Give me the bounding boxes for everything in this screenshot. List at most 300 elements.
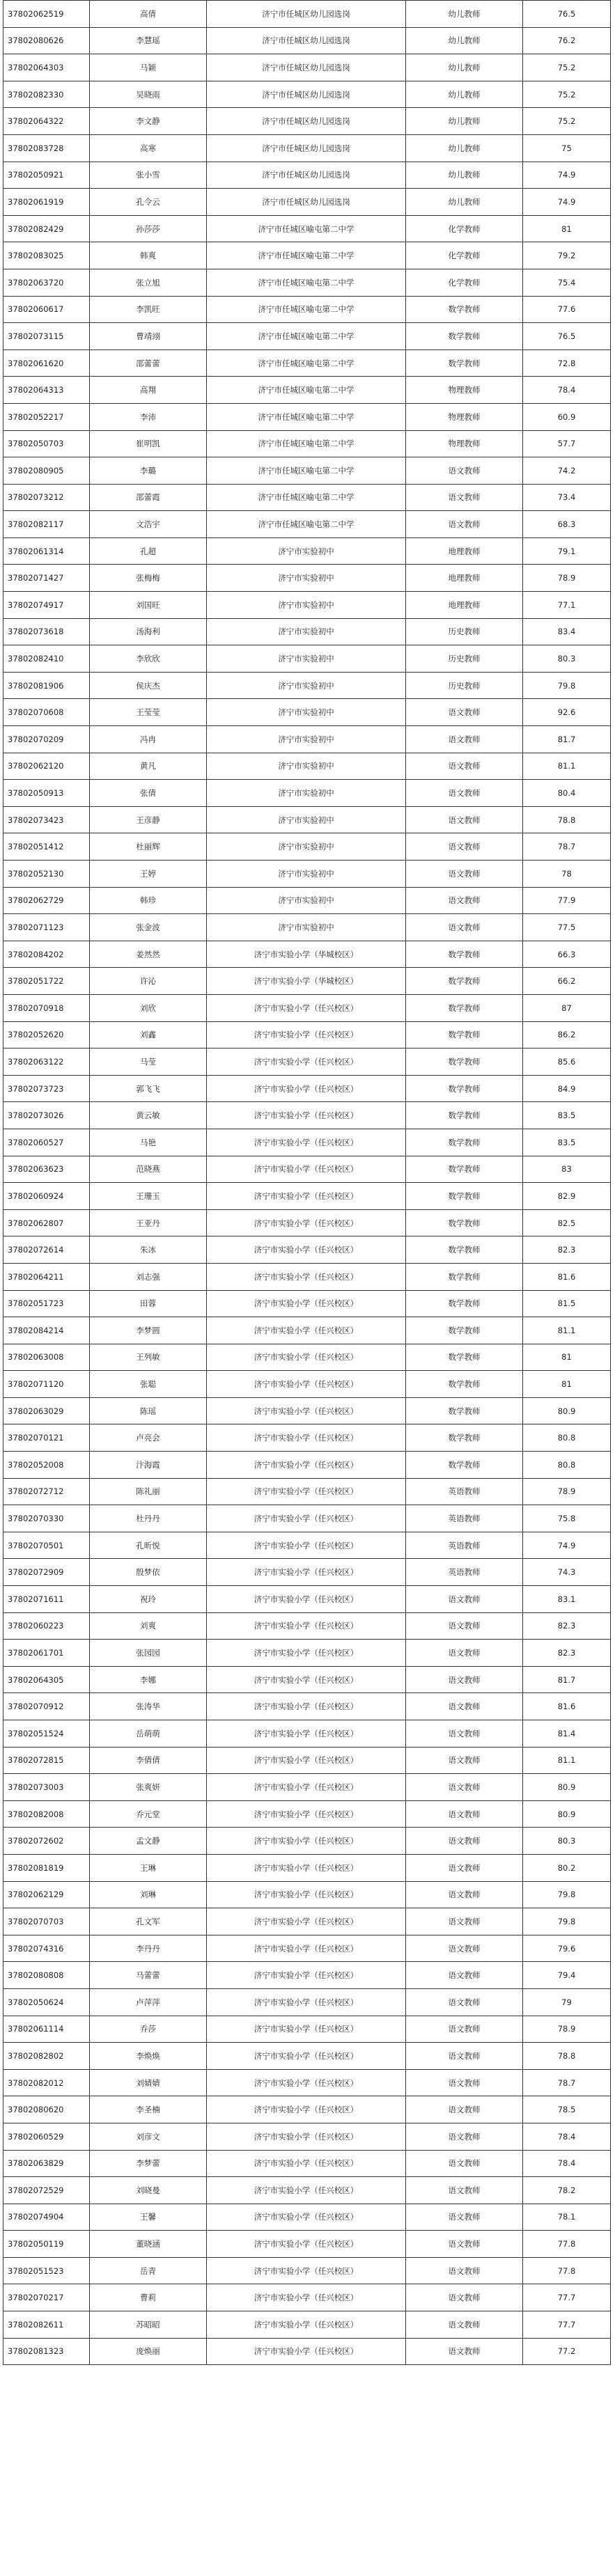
school-cell: 济宁市实验小学（任兴校区） xyxy=(207,1908,406,1935)
school-cell: 济宁市实验小学（华城校区） xyxy=(207,941,406,968)
table-row xyxy=(3,1129,611,1156)
table-row xyxy=(3,1209,611,1236)
school-cell: 济宁市实验小学（任兴校区） xyxy=(207,1452,406,1479)
score-cell: 81.7 xyxy=(523,1666,611,1693)
position-cell: 数学教师 xyxy=(406,1156,523,1183)
score-cell: 75.8 xyxy=(523,1505,611,1532)
candidate-id-cell: 37802060529 xyxy=(3,2123,90,2150)
score-cell: 66.3 xyxy=(523,941,611,968)
school-cell: 济宁市任城区喻屯第二中学 xyxy=(207,242,406,269)
position-cell: 语文教师 xyxy=(406,753,523,780)
position-cell: 地理教师 xyxy=(406,565,523,592)
candidate-id-cell: 37802081323 xyxy=(3,2338,90,2365)
table-row xyxy=(3,887,611,914)
candidate-name-cell: 侯庆杰 xyxy=(90,672,207,699)
candidate-id-cell: 37802052217 xyxy=(3,403,90,430)
candidate-name-cell: 张涛华 xyxy=(90,1693,207,1720)
candidate-id-cell: 37802061620 xyxy=(3,350,90,377)
table-row xyxy=(3,2096,611,2123)
table-row xyxy=(3,1156,611,1183)
candidate-name-cell: 殷梦依 xyxy=(90,1559,207,1586)
school-cell: 济宁市任城区喻屯第二中学 xyxy=(207,430,406,457)
position-cell: 语文教师 xyxy=(406,1935,523,1962)
candidate-id-cell: 37802061114 xyxy=(3,2016,90,2043)
table-row xyxy=(3,2043,611,2070)
school-cell: 济宁市实验小学（任兴校区） xyxy=(207,2284,406,2311)
position-cell: 数学教师 xyxy=(406,1183,523,1210)
candidate-id-cell: 37802071120 xyxy=(3,1371,90,1398)
candidate-name-cell: 马颖 xyxy=(90,54,207,81)
position-cell: 数学教师 xyxy=(406,1209,523,1236)
position-cell: 幼儿教师 xyxy=(406,54,523,81)
candidate-name-cell: 祝玲 xyxy=(90,1586,207,1613)
position-cell: 英语教师 xyxy=(406,1478,523,1505)
position-cell: 幼儿教师 xyxy=(406,108,523,135)
table-row xyxy=(3,861,611,888)
table-row xyxy=(3,537,611,565)
candidate-id-cell: 37802073618 xyxy=(3,618,90,645)
school-cell: 济宁市实验小学（任兴校区） xyxy=(207,2231,406,2258)
school-cell: 济宁市实验小学（任兴校区） xyxy=(207,1156,406,1183)
candidate-name-cell: 黄凡 xyxy=(90,753,207,780)
candidate-name-cell: 董晓涵 xyxy=(90,2231,207,2258)
table-row xyxy=(3,1693,611,1720)
school-cell: 济宁市实验小学（任兴校区） xyxy=(207,1021,406,1049)
candidate-id-cell: 37802064303 xyxy=(3,54,90,81)
school-cell: 济宁市实验初中 xyxy=(207,726,406,753)
candidate-name-cell: 崔明凯 xyxy=(90,430,207,457)
candidate-name-cell: 陈瑶 xyxy=(90,1397,207,1424)
table-row xyxy=(3,1640,611,1667)
score-cell: 87 xyxy=(523,994,611,1021)
school-cell: 济宁市任城区幼儿园选岗 xyxy=(207,189,406,216)
candidate-name-cell: 汴海霞 xyxy=(90,1452,207,1479)
table-row xyxy=(3,350,611,377)
school-cell: 济宁市任城区幼儿园选岗 xyxy=(207,81,406,108)
candidate-id-cell: 37802073723 xyxy=(3,1075,90,1102)
position-cell: 语文教师 xyxy=(406,457,523,485)
table-row xyxy=(3,1075,611,1102)
candidate-name-cell: 孔令云 xyxy=(90,189,207,216)
candidate-name-cell: 王馨 xyxy=(90,2204,207,2231)
candidate-name-cell: 李丹丹 xyxy=(90,1935,207,1962)
candidate-name-cell: 朱冰 xyxy=(90,1236,207,1264)
candidate-name-cell: 王珊玉 xyxy=(90,1183,207,1210)
candidate-id-cell: 37802074917 xyxy=(3,592,90,619)
score-cell: 79.1 xyxy=(523,537,611,565)
position-cell: 语文教师 xyxy=(406,2123,523,2150)
school-cell: 济宁市实验小学（任兴校区） xyxy=(207,2311,406,2339)
school-cell: 济宁市实验小学（任兴校区） xyxy=(207,1828,406,1855)
table-row xyxy=(3,699,611,726)
candidate-name-cell: 高寒 xyxy=(90,134,207,162)
table-row xyxy=(3,1532,611,1559)
table-row xyxy=(3,1424,611,1452)
candidate-name-cell: 张小雪 xyxy=(90,162,207,189)
candidate-name-cell: 李娜 xyxy=(90,1666,207,1693)
score-cell: 80.4 xyxy=(523,780,611,807)
school-cell: 济宁市任城区喻屯第二中学 xyxy=(207,215,406,242)
table-row xyxy=(3,1478,611,1505)
school-cell: 济宁市实验小学（任兴校区） xyxy=(207,1505,406,1532)
school-cell: 济宁市实验小学（任兴校区） xyxy=(207,1962,406,1989)
candidate-id-cell: 37802063008 xyxy=(3,1344,90,1371)
candidate-name-cell: 刘欣 xyxy=(90,994,207,1021)
position-cell: 物理教师 xyxy=(406,403,523,430)
position-cell: 语文教师 xyxy=(406,2204,523,2231)
candidate-name-cell: 王琳 xyxy=(90,1854,207,1881)
score-cell: 86.2 xyxy=(523,1021,611,1049)
candidate-id-cell: 37802071123 xyxy=(3,914,90,941)
candidate-id-cell: 37802073026 xyxy=(3,1102,90,1129)
school-cell: 济宁市实验初中 xyxy=(207,780,406,807)
candidate-id-cell: 37802070918 xyxy=(3,994,90,1021)
candidate-name-cell: 汤海利 xyxy=(90,618,207,645)
table-row xyxy=(3,2231,611,2258)
position-cell: 历史教师 xyxy=(406,618,523,645)
table-row xyxy=(3,1666,611,1693)
candidate-id-cell: 37802052008 xyxy=(3,1452,90,1479)
position-cell: 数学教师 xyxy=(406,1317,523,1344)
position-cell: 语文教师 xyxy=(406,2284,523,2311)
table-row xyxy=(3,2204,611,2231)
candidate-id-cell: 37802062120 xyxy=(3,753,90,780)
candidate-id-cell: 37802072909 xyxy=(3,1559,90,1586)
position-cell: 英语教师 xyxy=(406,1505,523,1532)
table-row xyxy=(3,215,611,242)
school-cell: 济宁市实验小学（任兴校区） xyxy=(207,1800,406,1828)
candidate-name-cell: 张园园 xyxy=(90,1640,207,1667)
score-cell: 82.3 xyxy=(523,1236,611,1264)
score-cell: 78.8 xyxy=(523,806,611,833)
table-row xyxy=(3,1183,611,1210)
table-row xyxy=(3,806,611,833)
table-row xyxy=(3,1559,611,1586)
score-cell: 78 xyxy=(523,861,611,888)
school-cell: 济宁市实验初中 xyxy=(207,887,406,914)
position-cell: 语文教师 xyxy=(406,726,523,753)
school-cell: 济宁市实验小学（任兴校区） xyxy=(207,1774,406,1801)
score-cell: 78.5 xyxy=(523,2096,611,2123)
candidate-id-cell: 37802064305 xyxy=(3,1666,90,1693)
position-cell: 英语教师 xyxy=(406,1559,523,1586)
candidate-name-cell: 张梅梅 xyxy=(90,565,207,592)
school-cell: 济宁市实验小学（任兴校区） xyxy=(207,1397,406,1424)
position-cell: 数学教师 xyxy=(406,1397,523,1424)
candidate-id-cell: 37802082429 xyxy=(3,215,90,242)
school-cell: 济宁市实验小学（任兴校区） xyxy=(207,1640,406,1667)
score-cell: 81 xyxy=(523,1344,611,1371)
score-cell: 74.9 xyxy=(523,1532,611,1559)
table-row xyxy=(3,2177,611,2204)
candidate-id-cell: 37802050624 xyxy=(3,1988,90,2016)
candidate-name-cell: 李璐 xyxy=(90,457,207,485)
candidate-name-cell: 许沁 xyxy=(90,968,207,995)
score-cell: 84.9 xyxy=(523,1075,611,1102)
candidate-name-cell: 王亚丹 xyxy=(90,1209,207,1236)
candidate-name-cell: 马莹 xyxy=(90,1049,207,1076)
score-cell: 85.6 xyxy=(523,1049,611,1076)
score-cell: 80.8 xyxy=(523,1452,611,1479)
school-cell: 济宁市实验小学（任兴校区） xyxy=(207,2016,406,2043)
score-cell: 77.8 xyxy=(523,2257,611,2284)
candidate-id-cell: 37802050703 xyxy=(3,430,90,457)
position-cell: 数学教师 xyxy=(406,968,523,995)
results-table-body xyxy=(3,1,611,2365)
table-row xyxy=(3,1397,611,1424)
school-cell: 济宁市实验小学（任兴校区） xyxy=(207,1586,406,1613)
candidate-name-cell: 曹靖翊 xyxy=(90,323,207,350)
candidate-name-cell: 孙莎莎 xyxy=(90,215,207,242)
table-row xyxy=(3,1962,611,1989)
table-row xyxy=(3,1263,611,1290)
table-row xyxy=(3,1908,611,1935)
position-cell: 语文教师 xyxy=(406,1747,523,1774)
position-cell: 语文教师 xyxy=(406,2231,523,2258)
candidate-name-cell: 孔昕悦 xyxy=(90,1532,207,1559)
candidate-id-cell: 37802073423 xyxy=(3,806,90,833)
position-cell: 语文教师 xyxy=(406,511,523,538)
position-cell: 语文教师 xyxy=(406,2257,523,2284)
score-cell: 72.8 xyxy=(523,350,611,377)
candidate-id-cell: 37802082330 xyxy=(3,81,90,108)
candidate-id-cell: 37802060527 xyxy=(3,1129,90,1156)
score-cell: 81.4 xyxy=(523,1720,611,1748)
candidate-name-cell: 黄云敏 xyxy=(90,1102,207,1129)
score-cell: 68.3 xyxy=(523,511,611,538)
score-cell: 74.9 xyxy=(523,189,611,216)
table-row xyxy=(3,2284,611,2311)
school-cell: 济宁市任城区喻屯第二中学 xyxy=(207,350,406,377)
position-cell: 幼儿教师 xyxy=(406,1,523,28)
position-cell: 语文教师 xyxy=(406,484,523,511)
score-cell: 75.2 xyxy=(523,81,611,108)
score-cell: 82.5 xyxy=(523,1209,611,1236)
table-row xyxy=(3,2016,611,2043)
table-row xyxy=(3,2311,611,2339)
candidate-id-cell: 37802052620 xyxy=(3,1021,90,1049)
score-cell: 79.4 xyxy=(523,1962,611,1989)
candidate-name-cell: 刘婧婧 xyxy=(90,2069,207,2096)
score-cell: 75 xyxy=(523,134,611,162)
candidate-name-cell: 范晓燕 xyxy=(90,1156,207,1183)
score-cell: 78.9 xyxy=(523,2016,611,2043)
candidate-id-cell: 37802072815 xyxy=(3,1747,90,1774)
position-cell: 语文教师 xyxy=(406,1612,523,1640)
candidate-name-cell: 王莹莹 xyxy=(90,699,207,726)
candidate-id-cell: 37802061314 xyxy=(3,537,90,565)
position-cell: 语文教师 xyxy=(406,1666,523,1693)
position-cell: 语文教师 xyxy=(406,2338,523,2365)
candidate-id-cell: 37802074316 xyxy=(3,1935,90,1962)
position-cell: 语文教师 xyxy=(406,2016,523,2043)
table-row xyxy=(3,1049,611,1076)
table-row xyxy=(3,1317,611,1344)
candidate-name-cell: 刘晓曼 xyxy=(90,2177,207,2204)
score-cell: 83 xyxy=(523,1156,611,1183)
school-cell: 济宁市实验小学（任兴校区） xyxy=(207,1612,406,1640)
table-row xyxy=(3,430,611,457)
candidate-name-cell: 孔超 xyxy=(90,537,207,565)
position-cell: 幼儿教师 xyxy=(406,189,523,216)
position-cell: 数学教师 xyxy=(406,1021,523,1049)
candidate-id-cell: 37802084202 xyxy=(3,941,90,968)
candidate-name-cell: 张爽妍 xyxy=(90,1774,207,1801)
school-cell: 济宁市实验小学（任兴校区） xyxy=(207,1720,406,1748)
position-cell: 语文教师 xyxy=(406,1586,523,1613)
score-cell: 60.9 xyxy=(523,403,611,430)
position-cell: 化学教师 xyxy=(406,269,523,296)
position-cell: 化学教师 xyxy=(406,242,523,269)
candidate-name-cell: 冯冉 xyxy=(90,726,207,753)
table-row xyxy=(3,833,611,861)
position-cell: 语文教师 xyxy=(406,1988,523,2016)
candidate-id-cell: 37802070217 xyxy=(3,2284,90,2311)
candidate-name-cell: 邵蕾霞 xyxy=(90,484,207,511)
candidate-id-cell: 37802082012 xyxy=(3,2069,90,2096)
score-cell: 80.3 xyxy=(523,645,611,673)
candidate-id-cell: 37802062729 xyxy=(3,887,90,914)
table-row xyxy=(3,1854,611,1881)
school-cell: 济宁市实验小学（任兴校区） xyxy=(207,1424,406,1452)
table-row xyxy=(3,189,611,216)
position-cell: 数学教师 xyxy=(406,1452,523,1479)
school-cell: 济宁市任城区喻屯第二中学 xyxy=(207,403,406,430)
score-cell: 82.3 xyxy=(523,1640,611,1667)
school-cell: 济宁市任城区喻屯第二中学 xyxy=(207,323,406,350)
school-cell: 济宁市任城区喻屯第二中学 xyxy=(207,296,406,323)
score-cell: 75.2 xyxy=(523,54,611,81)
score-cell: 81.6 xyxy=(523,1263,611,1290)
table-row xyxy=(3,1747,611,1774)
candidate-name-cell: 杜丽辉 xyxy=(90,833,207,861)
school-cell: 济宁市实验小学（任兴校区） xyxy=(207,1854,406,1881)
score-cell: 57.7 xyxy=(523,430,611,457)
position-cell: 语文教师 xyxy=(406,2096,523,2123)
candidate-id-cell: 37802070703 xyxy=(3,1908,90,1935)
score-cell: 79 xyxy=(523,1988,611,2016)
candidate-id-cell: 37802082611 xyxy=(3,2311,90,2339)
candidate-name-cell: 李凯旺 xyxy=(90,296,207,323)
candidate-name-cell: 刘彦文 xyxy=(90,2123,207,2150)
position-cell: 语文教师 xyxy=(406,1828,523,1855)
score-cell: 78.4 xyxy=(523,2150,611,2177)
candidate-name-cell: 李梦蕾 xyxy=(90,2150,207,2177)
candidate-name-cell: 文浩宇 xyxy=(90,511,207,538)
score-cell: 80.3 xyxy=(523,1828,611,1855)
table-row xyxy=(3,2069,611,2096)
candidate-id-cell: 37802060924 xyxy=(3,1183,90,1210)
candidate-name-cell: 岳萌萌 xyxy=(90,1720,207,1748)
score-cell: 77.8 xyxy=(523,2231,611,2258)
position-cell: 幼儿教师 xyxy=(406,27,523,54)
score-cell: 75.2 xyxy=(523,108,611,135)
position-cell: 地理教师 xyxy=(406,537,523,565)
table-row xyxy=(3,1021,611,1049)
score-cell: 78.7 xyxy=(523,833,611,861)
candidate-id-cell: 37802083728 xyxy=(3,134,90,162)
position-cell: 语文教师 xyxy=(406,2043,523,2070)
score-cell: 80.9 xyxy=(523,1397,611,1424)
score-cell: 66.2 xyxy=(523,968,611,995)
school-cell: 济宁市实验初中 xyxy=(207,914,406,941)
candidate-id-cell: 37802082008 xyxy=(3,1800,90,1828)
position-cell: 语文教师 xyxy=(406,1881,523,1908)
score-cell: 78.9 xyxy=(523,1478,611,1505)
school-cell: 济宁市实验小学（华城校区） xyxy=(207,968,406,995)
candidate-id-cell: 37802083025 xyxy=(3,242,90,269)
position-cell: 语文教师 xyxy=(406,1640,523,1667)
table-row xyxy=(3,1935,611,1962)
candidate-id-cell: 37802070121 xyxy=(3,1424,90,1452)
position-cell: 语文教师 xyxy=(406,2150,523,2177)
score-cell: 82.9 xyxy=(523,1183,611,1210)
score-cell: 76.5 xyxy=(523,323,611,350)
candidate-id-cell: 37802051723 xyxy=(3,1290,90,1317)
candidate-id-cell: 37802063829 xyxy=(3,2150,90,2177)
score-cell: 74.2 xyxy=(523,457,611,485)
position-cell: 地理教师 xyxy=(406,592,523,619)
table-row xyxy=(3,27,611,54)
candidate-name-cell: 李圣楠 xyxy=(90,2096,207,2123)
candidate-name-cell: 曹莉 xyxy=(90,2284,207,2311)
position-cell: 语文教师 xyxy=(406,1962,523,1989)
candidate-name-cell: 岳青 xyxy=(90,2257,207,2284)
score-cell: 83.4 xyxy=(523,618,611,645)
candidate-name-cell: 卢萍萍 xyxy=(90,1988,207,2016)
score-cell: 81 xyxy=(523,215,611,242)
candidate-name-cell: 刘国旺 xyxy=(90,592,207,619)
school-cell: 济宁市实验初中 xyxy=(207,861,406,888)
school-cell: 济宁市实验小学（任兴校区） xyxy=(207,1317,406,1344)
table-row xyxy=(3,403,611,430)
candidate-name-cell: 李梦圆 xyxy=(90,1317,207,1344)
candidate-name-cell: 陈礼丽 xyxy=(90,1478,207,1505)
position-cell: 语文教师 xyxy=(406,1693,523,1720)
school-cell: 济宁市实验小学（任兴校区） xyxy=(207,1478,406,1505)
candidate-name-cell: 李焕焕 xyxy=(90,2043,207,2070)
candidate-id-cell: 37802070501 xyxy=(3,1532,90,1559)
table-row xyxy=(3,1828,611,1855)
score-cell: 83.1 xyxy=(523,1586,611,1613)
position-cell: 数学教师 xyxy=(406,1236,523,1264)
position-cell: 幼儿教师 xyxy=(406,134,523,162)
candidate-id-cell: 37802071427 xyxy=(3,565,90,592)
table-row xyxy=(3,645,611,673)
candidate-id-cell: 37802063720 xyxy=(3,269,90,296)
candidate-name-cell: 张倩 xyxy=(90,780,207,807)
position-cell: 幼儿教师 xyxy=(406,162,523,189)
candidate-name-cell: 高倩 xyxy=(90,1,207,28)
score-cell: 75.4 xyxy=(523,269,611,296)
school-cell: 济宁市实验小学（任兴校区） xyxy=(207,1236,406,1264)
school-cell: 济宁市实验小学（任兴校区） xyxy=(207,2204,406,2231)
candidate-name-cell: 刘琳 xyxy=(90,1881,207,1908)
school-cell: 济宁市实验小学（任兴校区） xyxy=(207,1075,406,1102)
school-cell: 济宁市实验小学（任兴校区） xyxy=(207,2177,406,2204)
score-cell: 78.2 xyxy=(523,2177,611,2204)
table-row xyxy=(3,1774,611,1801)
table-row xyxy=(3,941,611,968)
candidate-name-cell: 高翔 xyxy=(90,377,207,404)
school-cell: 济宁市任城区幼儿园选岗 xyxy=(207,162,406,189)
score-cell: 78.4 xyxy=(523,377,611,404)
candidate-id-cell: 37802063623 xyxy=(3,1156,90,1183)
position-cell: 数学教师 xyxy=(406,1075,523,1102)
position-cell: 幼儿教师 xyxy=(406,81,523,108)
school-cell: 济宁市任城区喻屯第二中学 xyxy=(207,269,406,296)
candidate-name-cell: 张立旭 xyxy=(90,269,207,296)
